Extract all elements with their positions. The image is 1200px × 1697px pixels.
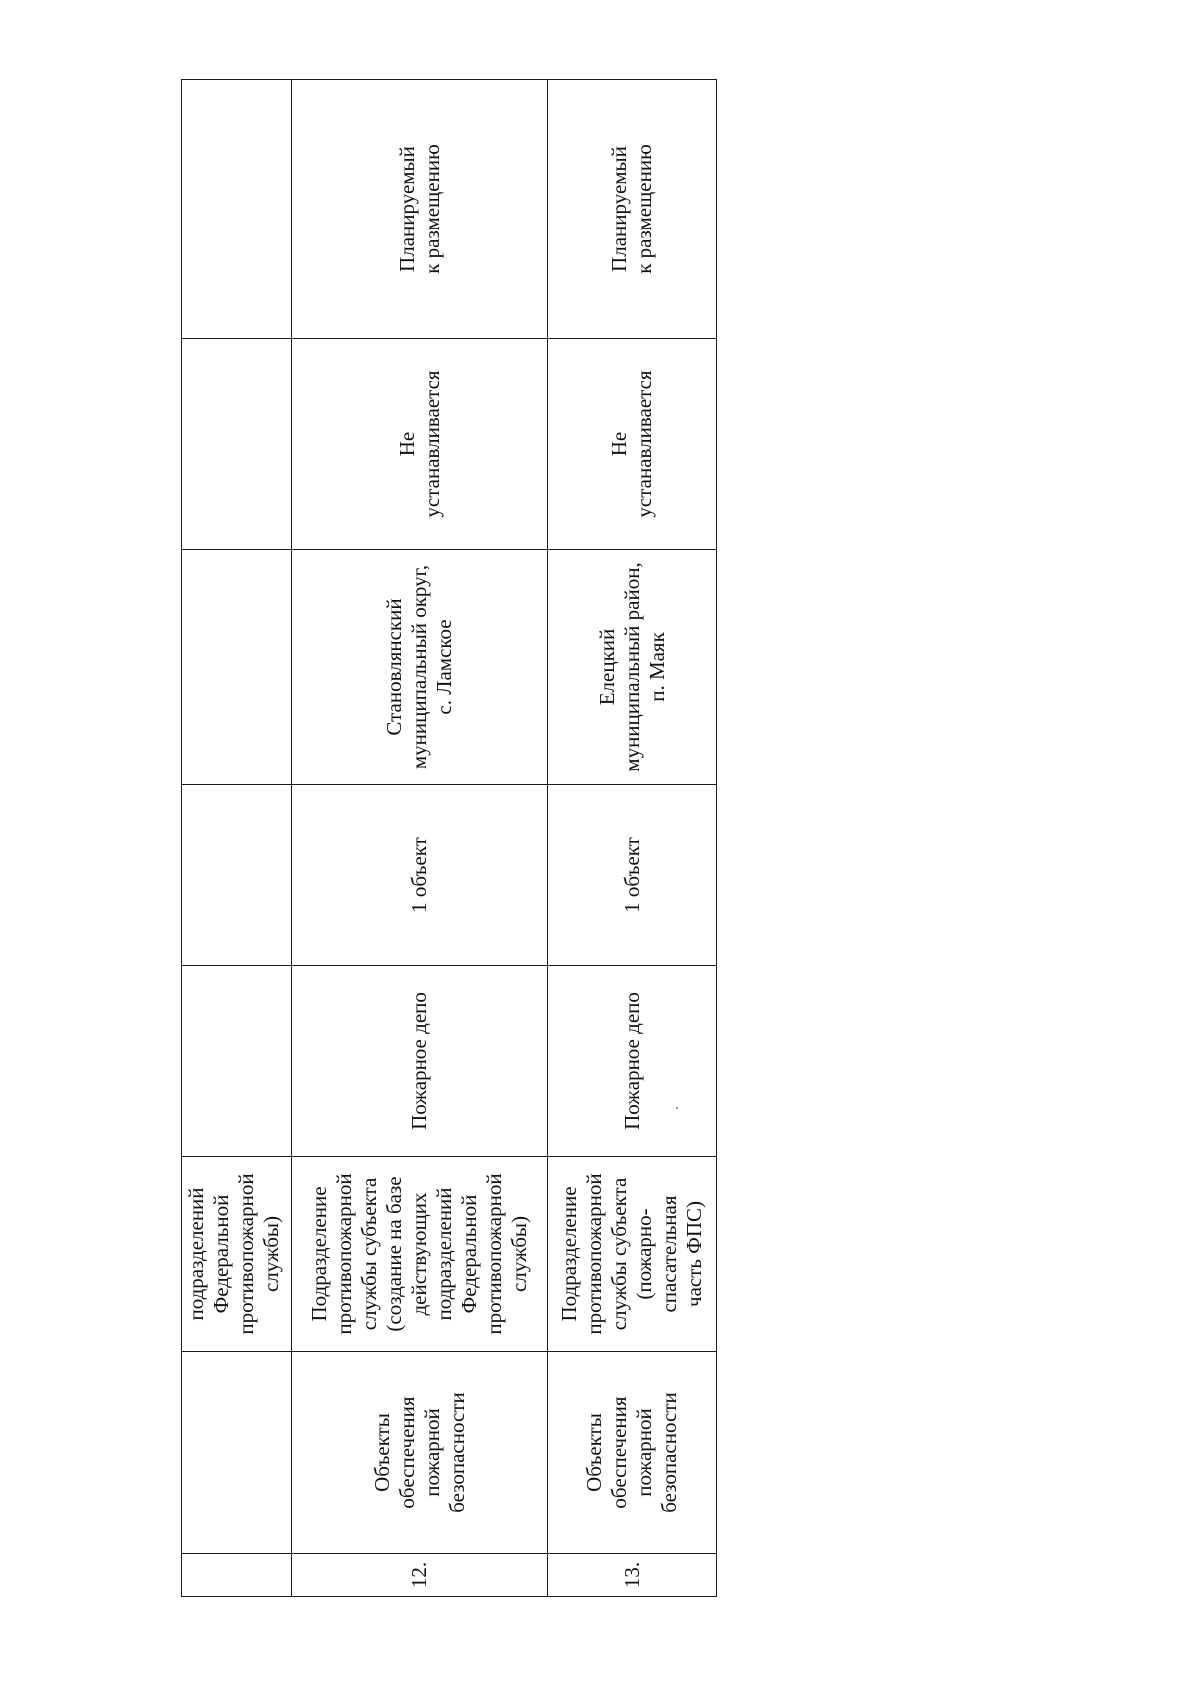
cell-type: Подразделение противопожарной службы субъекта (создание на базе действующих подразделений Федеральной противопожарной службы) [292,1157,548,1352]
cell-num: 13. [548,1554,717,1597]
cell-zone [182,339,292,550]
cell-status: Планируемый к размещению [292,80,548,339]
cell-status: Планируемый к размещению [548,80,717,339]
cell-object: Объекты обеспечения пожарной безопасности [292,1352,548,1554]
cell-name: Пожарное депо [292,966,548,1157]
cell-zone: Не устанавливается [548,339,717,550]
scan-speck [676,1107,678,1109]
table-row [548,80,717,1597]
cell-location: Становлянский муниципальный округ, с. Ламское [292,550,548,785]
rotated-table-container [181,80,716,1597]
cell-quantity: 1 объект [292,785,548,966]
cell-zone: Не устанавливается [292,339,548,550]
cell-name: Пожарное депо [548,966,717,1157]
objects-table [181,79,717,1597]
cell-num [182,1554,292,1597]
cell-quantity [182,785,292,966]
cell-name [182,966,292,1157]
cell-quantity: 1 объект [548,785,717,966]
cell-type: Подразделение противопожарной службы субъекта (пожарно- спасательная часть ФПС) [548,1157,717,1352]
cell-num: 12. [292,1554,548,1597]
cell-object [182,1352,292,1554]
cell-type: подразделений Федеральной противопожарной службы) [182,1157,292,1352]
table-row-continuation [182,80,292,1597]
cell-location: Елецкий муниципальный район, п. Маяк [548,550,717,785]
table-row [292,80,548,1597]
cell-location [182,550,292,785]
cell-object: Объекты обеспечения пожарной безопасности [548,1352,717,1554]
cell-status [182,80,292,339]
